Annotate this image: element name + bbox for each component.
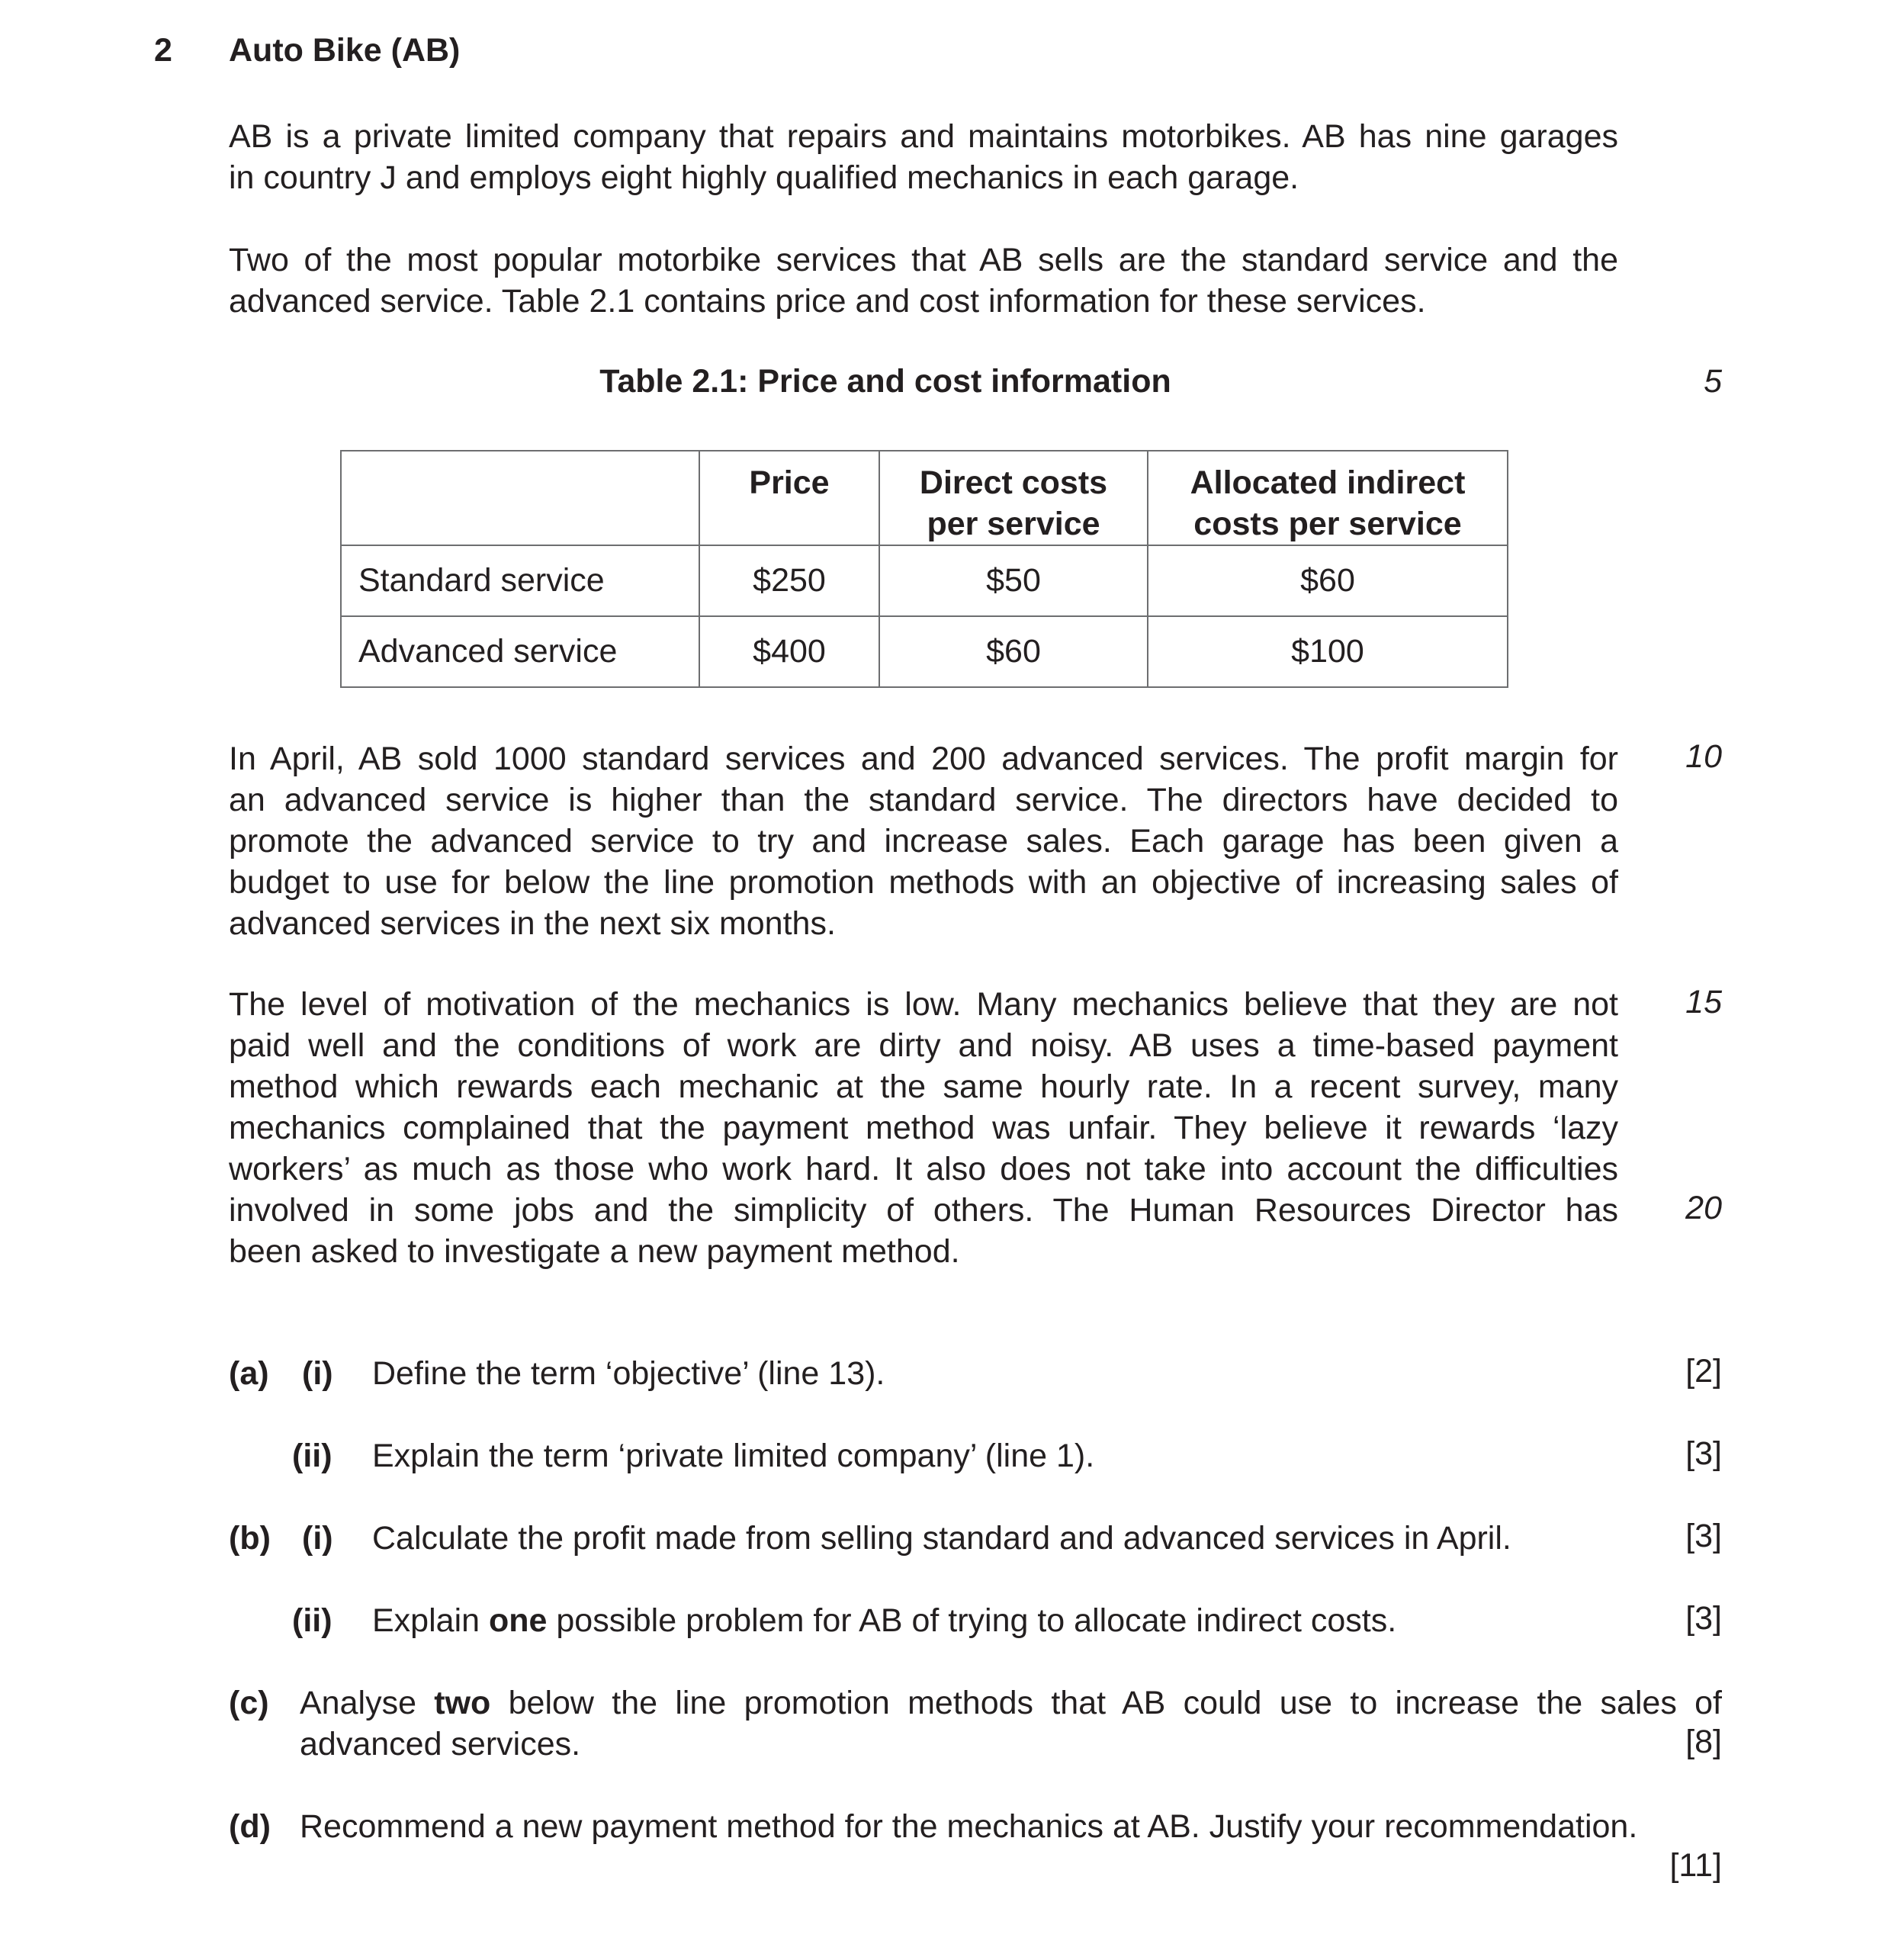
text-line: Two of the most popular motorbike services that AB sells are the standard service and the [229,242,1618,278]
table-row [341,616,1508,687]
text-line: In April, AB sold 1000 standard services and 200 advanced services. The profit margin for [229,741,1618,777]
part-d-text: Recommend a new payment method for the mechanics at AB. Justify your recommendation. [300,1808,1638,1845]
part-a-label: (a) [229,1355,269,1392]
table-header-row [341,451,1508,545]
part-a-i-text: Define the term ‘objective’ (line 13). [372,1355,885,1392]
part-c-text: Analyse two below the line promotion methods that AB could use to increase the sales of [300,1685,1722,1721]
text-line: an advanced service is higher than the standard service. The directors have decided to [229,782,1618,818]
text-line: workers’ as much as those who work hard. It also does not take into account the difficulties [229,1151,1618,1187]
text-line: been asked to investigate a new payment method. [229,1233,960,1270]
table-cell: Standard service [341,545,699,616]
part-b-label: (b) [229,1520,271,1557]
table-cell: $60 [879,616,1148,687]
text-line: The level of motivation of the mechanics is low. Many mechanics believe that they are not [229,986,1618,1023]
text-line: promote the advanced service to try and increase sales. Each garage has been given a [229,823,1618,860]
table-cell: $250 [699,545,879,616]
part-a-ii-text: Explain the term ‘private limited company’ (line 1). [372,1438,1095,1474]
line-number: 15 [1685,984,1722,1020]
text-line: budget to use for below the line promotion methods with an objective of increasing sales of [229,864,1618,901]
part-c-text-line-2: advanced services. [300,1726,581,1762]
text-line: advanced service. Table 2.1 contains price and cost information for these services. [229,283,1426,320]
line-number: 20 [1685,1190,1722,1226]
table-cell: $400 [699,616,879,687]
text-line: paid well and the conditions of work are dirty and noisy. AB uses a time-based payment [229,1027,1618,1064]
intro-paragraph-1 [229,116,1618,198]
text-line: AB is a private limited company that repairs and maintains motorbikes. AB has nine garages [229,118,1618,155]
table-row [341,545,1508,616]
part-b-i-text: Calculate the profit made from selling standard and advanced services in April. [372,1520,1511,1557]
line-number: 5 [1704,363,1722,400]
part-a-i-label: (i) [302,1355,333,1392]
part-b-ii-marks: [3] [1685,1600,1722,1637]
table-cell: Advanced service [341,616,699,687]
table-header-price: Price [699,451,879,545]
table-cell: $50 [879,545,1148,616]
part-d-marks: [11] [1669,1847,1722,1884]
table-cell: $60 [1148,545,1508,616]
question-title: Auto Bike (AB) [229,32,461,69]
body-paragraph-4 [229,984,1618,1272]
body-paragraph-3 [229,738,1618,944]
part-a-i-marks: [2] [1685,1353,1722,1390]
text-line: method which rewards each mechanic at the same hourly rate. In a recent survey, many [229,1068,1618,1105]
part-b-ii-label: (ii) [292,1602,332,1639]
price-cost-table [340,450,1508,688]
table-caption: Table 2.1: Price and cost information [599,363,1171,400]
part-b-i-label: (i) [302,1520,333,1557]
part-a-ii-label: (ii) [292,1438,332,1474]
text-line: advanced services in the next six months. [229,905,836,942]
part-b-i-marks: [3] [1685,1518,1722,1554]
part-c-marks: [8] [1685,1724,1722,1760]
line-number: 10 [1685,738,1722,775]
intro-paragraph-2 [229,239,1618,322]
text-line: in country J and employs eight highly qualified mechanics in each garage. [229,159,1299,196]
text-line: mechanics complained that the payment method was unfair. They believe it rewards ‘lazy [229,1110,1618,1146]
part-b-ii-text: Explain one possible problem for AB of trying to allocate indirect costs. [372,1602,1397,1639]
table-cell: $100 [1148,616,1508,687]
table-header-indirect-costs: Allocated indirect costs per service [1148,451,1508,545]
table-header-empty [341,451,699,545]
question-number: 2 [154,32,172,69]
part-c-label: (c) [229,1685,269,1721]
text-line: involved in some jobs and the simplicity of others. The Human Resources Director has [229,1192,1618,1229]
table-header-direct-costs: Direct costs per service [879,451,1148,545]
part-a-ii-marks: [3] [1685,1435,1722,1472]
part-d-label: (d) [229,1808,271,1845]
